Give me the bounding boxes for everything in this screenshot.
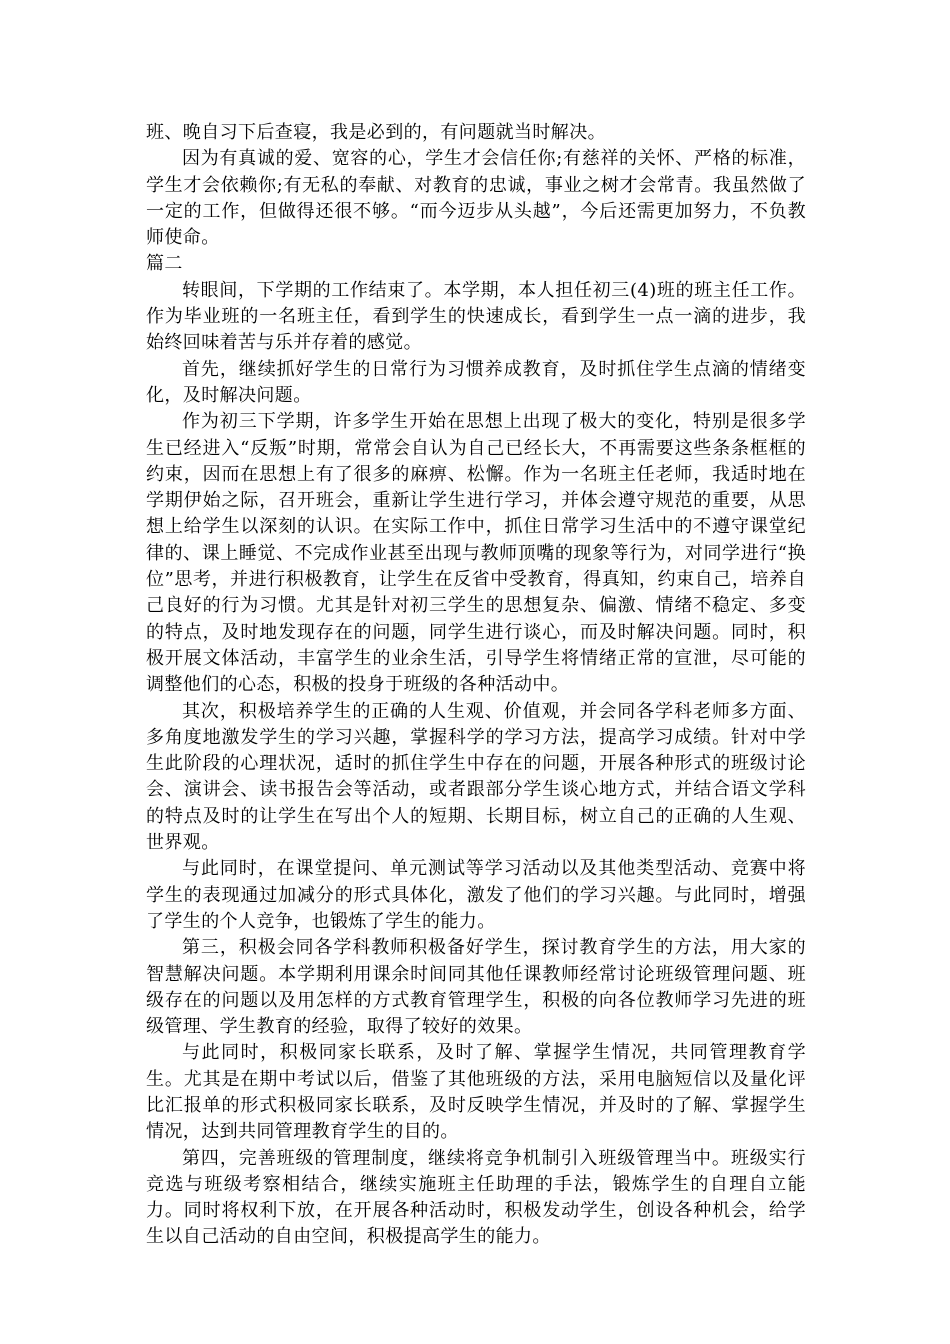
paragraph: 第四，完善班级的管理制度，继续将竞争机制引入班级管理当中。班级实行竞选与班级考察相结合，继续实施班主任助理的手法，锻炼学生的自理自立能力。同时将权利下放，在开展各种活动时，积极发动学生，创设各种机会，给学生以自己活动的自由空间，积极提高学生的能力。 (146, 1147, 806, 1248)
paragraph: 第三，积极会同各学科教师积极备好学生，探讨教育学生的方法，用大家的智慧解决问题。本学期利用课余时间同其他任课教师经常讨论班级管理问题、班级存在的问题以及用怎样的方式教育管理学生，积极的向各位教师学习先进的班级管理、学生教育的经验，取得了较好的效果。 (146, 937, 806, 1038)
paragraph: 与此同时，在课堂提问、单元测试等学习活动以及其他类型活动、竞赛中将学生的表现通过加减分的形式具体化，激发了他们的学习兴趣。与此同时，增强了学生的个人竞争，也锻炼了学生的能力。 (146, 858, 806, 932)
paragraph: 其次，积极培养学生的正确的人生观、价值观，并会同各学科老师多方面、多角度地激发学生的学习兴趣，掌握科学的学习方法，提高学习成绩。针对中学生此阶段的心理状况，适时的抓住学生中存在的问题，开展各种形式的班级讨论会、演讲会、读书报告会等活动，或者跟部分学生谈心地方式，并结合语文学科的特点及时的让学生在写出个人的短期、长期目标，树立自己的正确的人生观、世界观。 (146, 700, 806, 854)
paragraph: 作为初三下学期，许多学生开始在思想上出现了极大的变化，特别是很多学生已经进入“反叛”时期，常常会自认为自己已经长大，不再需要这些条条框框的约束，因而在思想上有了很多的麻痹、松懈。作为一名班主任老师，我适时地在学期伊始之际，召开班会，重新让学生进行学习，并体会遵守规范的重要，从思想上给学生以深刻的认识。在实际工作中，抓住日常学习生活中的不遵守课堂纪律的、课上睡觉、不完成作业甚至出现与教师顶嘴的现象等行为，对同学进行“换位”思考，并进行积极教育，让学生在反省中受教育，得真知，约束自己，培养自己良好的行为习惯。尤其是针对初三学生的思想复杂、偏激、情绪不稳定、多变的特点，及时地发现存在的问题，同学生进行谈心，而及时解决问题。同时，积极开展文体活动，丰富学生的业余生活，引导学生将情绪正常的宣泄，尽可能的调整他们的心态，积极的投身于班级的各种活动中。 (146, 411, 806, 696)
document-body (146, 120, 806, 1251)
paragraph: 因为有真诚的爱、宽容的心，学生才会信任你;有慈祥的关怀、严格的标准，学生才会依赖你;有无私的奉献、对教育的忠诚，事业之树才会常青。我虽然做了一定的工作，但做得还很不够。“而今迈步从头越”，今后还需更加努力，不负教师使命。 (146, 148, 806, 249)
paragraph: 与此同时，积极同家长联系，及时了解、掌握学生情况，共同管理教育学生。尤其是在期中考试以后，借鉴了其他班级的方法，采用电脑短信以及量化评比汇报单的形式积极同家长联系，及时反映学生情况，并及时的了解、掌握学生情况，达到共同管理教育学生的目的。 (146, 1042, 806, 1143)
section-heading: 篇二 (146, 253, 183, 275)
paragraph: 转眼间，下学期的工作结束了。本学期，本人担任初三(4)班的班主任工作。作为毕业班的一名班主任，看到学生的快速成长，看到学生一点一滴的进步，我始终回味着苦与乐并存着的感觉。 (146, 279, 806, 354)
paragraph-continuation: 班、晚自习下后查寝，我是必到的，有问题就当时解决。 (146, 122, 606, 143)
paragraph: 首先，继续抓好学生的日常行为习惯养成教育，及时抓住学生点滴的情绪变化，及时解决问题。 (146, 358, 806, 406)
